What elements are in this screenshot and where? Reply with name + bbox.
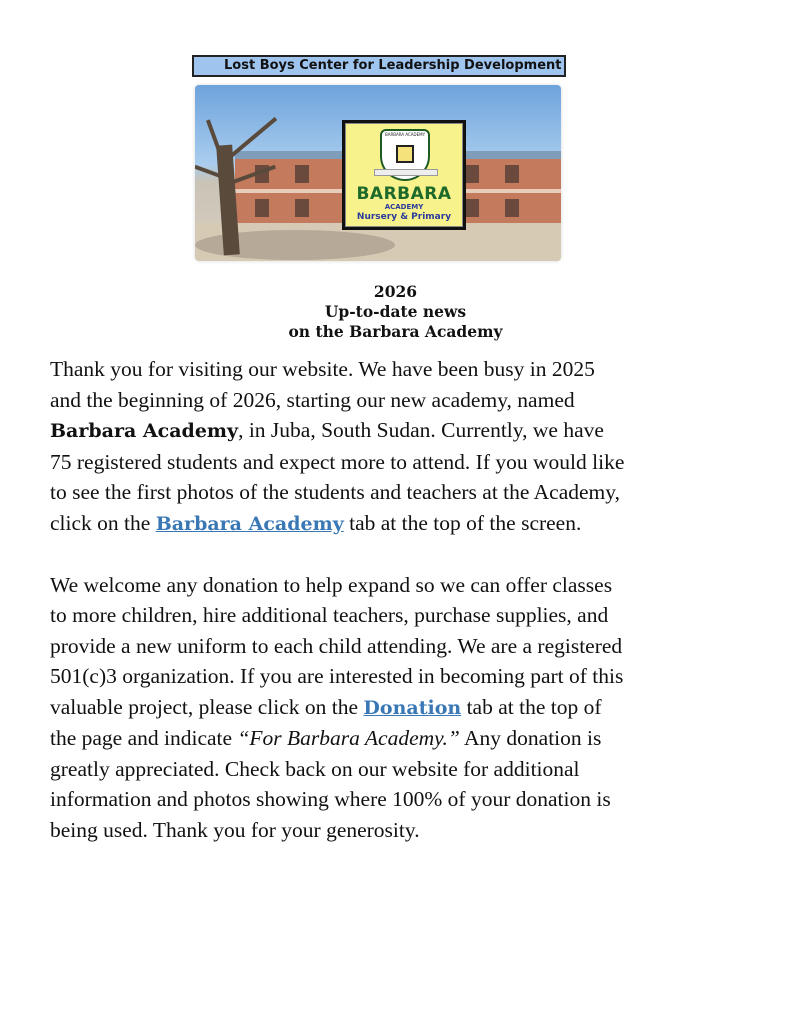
text-line: [50, 692, 750, 724]
text-line: [50, 723, 750, 754]
org-banner: [192, 55, 566, 77]
text-line: 501(c)3 organization. If you are interested in becoming part of this: [50, 664, 624, 688]
text-line: [50, 508, 750, 540]
text-line: information and photos showing where 100% of your donation is: [50, 787, 611, 811]
academy-name: Barbara Academy: [50, 420, 239, 442]
text-line: to see the first photos of the students and teachers at the Academy,: [50, 480, 620, 504]
logo-level: Nursery & Primary: [356, 212, 452, 222]
text-fragment: click on the: [50, 510, 156, 535]
page-heading: [0, 282, 791, 342]
text-line: [50, 415, 750, 447]
text-fragment: tab at the top of: [461, 694, 602, 719]
academy-logo: [342, 120, 466, 230]
donation-link[interactable]: Donation: [363, 696, 462, 719]
heading-line1: Up-to-date news: [324, 302, 467, 321]
article-body: [50, 354, 750, 845]
text-line: to more children, hire additional teachers, purchase supplies, and: [50, 603, 609, 627]
org-title: Lost Boys Center for Leadership Development: [224, 58, 562, 73]
heading-year: 2026: [373, 282, 418, 301]
text-line: greatly appreciated. Check back on our website for additional: [50, 756, 580, 781]
text-fragment: tab at the top of the screen.: [343, 510, 582, 535]
text-line: 75 registered students and expect more to attend. If you would like: [50, 449, 625, 474]
donation-note: “For Barbara Academy.”: [237, 726, 460, 750]
text-fragment: Any donation is: [459, 726, 602, 750]
text-line: and the beginning of 2026, starting our new academy, named: [50, 387, 575, 412]
crest-text: BARBARA ACADEMY: [384, 132, 426, 137]
logo-subtitle: ACADEMY: [384, 203, 424, 211]
text-line: being used. Thank you for your generosity.: [50, 817, 420, 842]
hero-photo: [195, 85, 561, 261]
text-fragment: the page and indicate: [50, 726, 238, 750]
tree-emblem-icon: [396, 145, 414, 163]
logo-name: BARBARA: [356, 184, 452, 204]
text-line: provide a new uniform to each child attending. We are a registered: [50, 633, 623, 658]
donation-paragraph: [50, 570, 750, 846]
text-line: Thank you for visiting our website. We have been busy in 2025: [50, 357, 595, 381]
barbara-academy-link[interactable]: Barbara Academy: [155, 512, 344, 535]
heading-line2: on the Barbara Academy: [288, 322, 503, 341]
intro-paragraph: [50, 354, 750, 539]
text-line: We welcome any donation to help expand so we can offer classes: [50, 572, 613, 597]
text-fragment: valuable project, please click on the: [50, 694, 364, 719]
text-fragment: , in Juba, South Sudan. Currently, we have: [238, 418, 604, 442]
crest-icon: [380, 129, 430, 181]
